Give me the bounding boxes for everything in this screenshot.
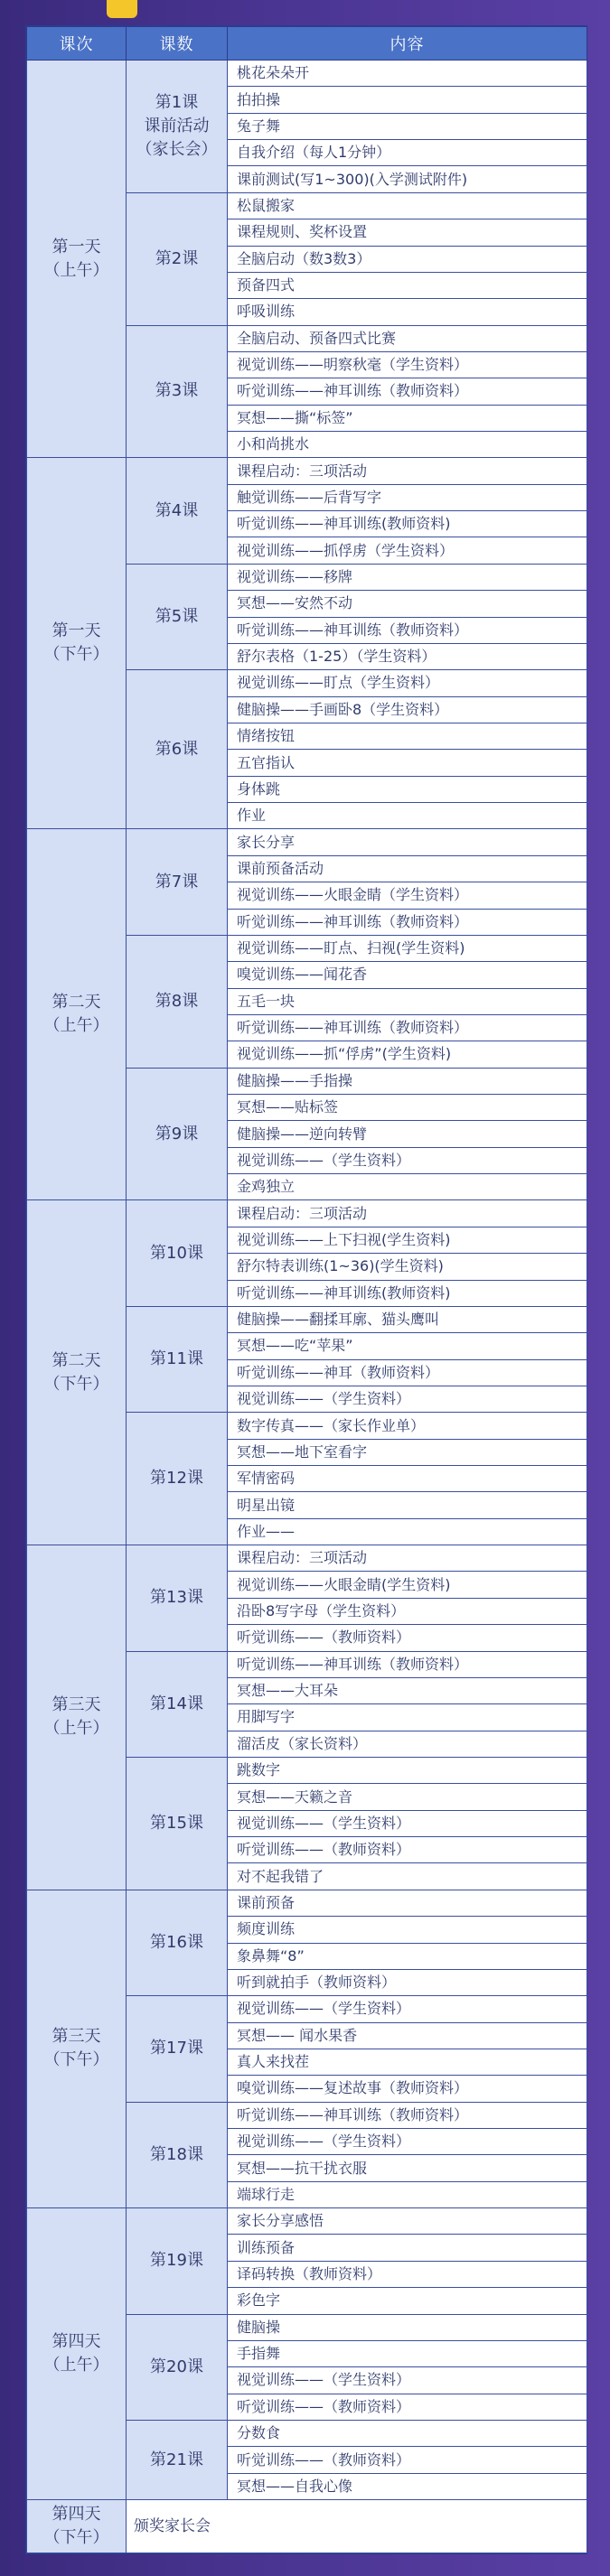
lesson-label: 第18课 <box>150 2144 203 2164</box>
lesson-cell <box>127 1758 228 1890</box>
content-item: 端球行走 <box>228 2181 587 2207</box>
day-cell <box>27 829 127 1200</box>
schedule-sheet <box>25 25 587 2554</box>
content-item: 听觉训练——（教师资料） <box>228 1625 587 1651</box>
lesson-cell <box>127 564 228 669</box>
content-item: 冥想——安然不动 <box>228 591 587 617</box>
lesson-label: 第1课 <box>155 92 199 112</box>
final-content-item: 家长会 <box>164 2517 211 2536</box>
content-item: 数字传真——（家长作业单） <box>228 1413 587 1439</box>
content-item: 听觉训练——神耳训练（教师资料） <box>228 1014 587 1041</box>
day-label: 第四天 <box>52 2505 101 2525</box>
content-item: 冥想——天籁之音 <box>228 1784 587 1810</box>
content-item: 听觉训练——神耳训练（教师资料） <box>228 1651 587 1677</box>
header-content: 内容 <box>228 27 587 61</box>
day-label: 第二天 <box>52 1350 101 1370</box>
lesson-label: 第11课 <box>150 1349 203 1369</box>
day-label: （下午） <box>43 1374 109 1394</box>
content-item: 明星出镜 <box>228 1492 587 1518</box>
content-item: 训练预备 <box>228 2235 587 2261</box>
content-item: 课程启动：三项活动 <box>228 1200 587 1227</box>
content-item: 情绪按钮 <box>228 723 587 749</box>
day-cell <box>27 2500 127 2553</box>
content-item: 用脚写字 <box>228 1704 587 1731</box>
lesson-label: 课前活动 <box>144 116 210 135</box>
content-item: 对不起我错了 <box>228 1863 587 1890</box>
content-item: 家长分享感悟 <box>228 2208 587 2235</box>
lesson-label: 第21课 <box>150 2450 203 2469</box>
content-item: 五毛一块 <box>228 988 587 1014</box>
lesson-cell <box>127 1200 228 1306</box>
content-item: 健脑操——手画卧8（学生资料） <box>228 696 587 723</box>
lesson-label: 第10课 <box>150 1243 203 1263</box>
lesson-cell <box>127 670 228 829</box>
table-row <box>27 1200 587 1227</box>
content-item: 听觉训练——神耳（教师资料） <box>228 1359 587 1386</box>
content-item: 视觉训练——（学生资料） <box>228 1147 587 1173</box>
lesson-cell <box>127 325 228 458</box>
lesson-label: 第5课 <box>155 607 199 627</box>
content-item: 嗅觉训练——复述故事（教师资料） <box>228 2076 587 2102</box>
lesson-label: 第19课 <box>150 2251 203 2271</box>
content-item: 课前测试(写1~300)(入学测试附件) <box>228 166 587 192</box>
content-item: 听觉训练——（教师资料） <box>228 1837 587 1863</box>
content-item: 金鸡独立 <box>228 1174 587 1200</box>
content-item: 手指舞 <box>228 2340 587 2366</box>
lesson-label: 第13课 <box>150 1588 203 1608</box>
content-item: 健脑操 <box>228 2314 587 2340</box>
content-item: 呼吸训练 <box>228 299 587 325</box>
content-item: 听到就拍手（教师资料） <box>228 1969 587 1995</box>
content-item: 课前预备活动 <box>228 855 587 882</box>
day-cell <box>27 61 127 458</box>
content-item: 跳数字 <box>228 1758 587 1784</box>
content-item: 视觉训练——（学生资料） <box>228 1996 587 2022</box>
content-item: 听觉训练——神耳训练（教师资料） <box>228 617 587 643</box>
header-day: 课次 <box>27 27 127 61</box>
lesson-cell <box>127 2102 228 2207</box>
lesson-label: 第4课 <box>155 500 199 520</box>
day-label: 第四天 <box>52 2332 101 2352</box>
content-item: 听觉训练——（教师资料） <box>228 2394 587 2420</box>
table-header-row <box>27 27 587 61</box>
content-item: 视觉训练——（学生资料） <box>228 2129 587 2155</box>
content-item: 译码转换（教师资料） <box>228 2261 587 2287</box>
content-item: 嗅觉训练——闻花香 <box>228 962 587 988</box>
decorative-tab <box>107 0 137 18</box>
content-item: 家长分享 <box>228 829 587 855</box>
table-row-final <box>27 2500 587 2553</box>
content-item: 全脑启动、预备四式比赛 <box>228 325 587 351</box>
table-row <box>27 2208 587 2235</box>
content-item: 视觉训练——火眼金睛(学生资料) <box>228 1572 587 1598</box>
content-item: 听觉训练——神耳训练(教师资料) <box>228 511 587 537</box>
lesson-cell <box>127 1413 228 1545</box>
content-item: 舒尔特表训练(1~36)(学生资料) <box>228 1254 587 1280</box>
course-schedule-table <box>26 26 587 2553</box>
day-cell <box>27 1890 127 2207</box>
content-item: 真人来找茬 <box>228 2049 587 2075</box>
day-label: 第一天 <box>52 237 101 257</box>
day-label: （下午） <box>43 645 109 665</box>
content-item: 沿卧8写字母（学生资料） <box>228 1598 587 1624</box>
lesson-cell <box>127 192 228 325</box>
content-item: 拍拍操 <box>228 87 587 113</box>
content-item: 全脑启动（数3数3） <box>228 246 587 272</box>
content-item: 听觉训练——神耳训练(教师资料) <box>228 1280 587 1306</box>
content-item: 听觉训练——神耳训练（教师资料） <box>228 909 587 935</box>
lesson-cell <box>127 2420 228 2499</box>
lesson-label: 第15课 <box>150 1813 203 1833</box>
content-item: 身体跳 <box>228 776 587 802</box>
content-item: 视觉训练——（学生资料） <box>228 2367 587 2394</box>
table-row <box>27 1545 587 1572</box>
content-item: 溜活皮（家长资料） <box>228 1731 587 1757</box>
content-item: 松鼠搬家 <box>228 192 587 219</box>
day-label: 第三天 <box>52 1695 101 1715</box>
content-item: 课程启动：三项活动 <box>228 458 587 484</box>
content-item: 自我介绍（每人1分钟） <box>228 140 587 166</box>
lesson-cell <box>127 829 228 935</box>
content-item: 冥想—— 闻水果香 <box>228 2022 587 2049</box>
content-item: 作业 <box>228 803 587 829</box>
content-item: 健脑操——逆向转臂 <box>228 1121 587 1147</box>
content-item: 视觉训练——抓“俘虏”(学生资料) <box>228 1041 587 1068</box>
lesson-cell <box>127 458 228 564</box>
lesson-label: 第3课 <box>155 381 199 401</box>
lesson-label: 第9课 <box>155 1124 199 1143</box>
lesson-cell <box>127 1306 228 1412</box>
content-item: 健脑操——翻揉耳廓、猫头鹰叫 <box>228 1306 587 1332</box>
content-item: 小和尚挑水 <box>228 432 587 458</box>
content-item: 舒尔表格（1-25）（学生资料） <box>228 643 587 669</box>
lesson-cell <box>127 1890 228 1995</box>
content-item: 分数食 <box>228 2420 587 2446</box>
lesson-label: 第14课 <box>150 1694 203 1713</box>
day-label: （下午） <box>43 2050 109 2070</box>
content-item: 冥想——自我心像 <box>228 2473 587 2499</box>
content-item: 课程规则、奖杯设置 <box>228 219 587 246</box>
content-item: 视觉训练——移牌 <box>228 564 587 590</box>
lesson-cell <box>127 61 228 193</box>
day-label: （上午） <box>43 1016 109 1036</box>
lesson-label: 第7课 <box>155 872 199 891</box>
day-cell <box>27 458 127 829</box>
lesson-cell <box>127 2208 228 2314</box>
content-item: 象鼻舞“8” <box>228 1943 587 1969</box>
content-item: 冥想——撕“标签” <box>228 405 587 431</box>
lesson-label: 第8课 <box>155 991 199 1011</box>
day-label: （下午） <box>43 2528 109 2548</box>
lesson-cell <box>127 2314 228 2420</box>
content-item: 预备四式 <box>228 272 587 298</box>
content-item: 触觉训练——后背写字 <box>228 484 587 510</box>
content-item: 冥想——贴标签 <box>228 1095 587 1121</box>
content-item: 冥想——大耳朵 <box>228 1677 587 1703</box>
lesson-label: （家长会） <box>136 139 218 159</box>
content-item: 冥想——吃“苹果” <box>228 1333 587 1359</box>
lesson-label: 第12课 <box>150 1469 203 1489</box>
content-item: 听觉训练——（教师资料） <box>228 2447 587 2473</box>
header-lesson: 课数 <box>127 27 228 61</box>
final-content-item: 颁奖 <box>134 2517 164 2536</box>
content-item: 五官指认 <box>228 750 587 776</box>
content-item: 兔子舞 <box>228 113 587 139</box>
day-label: （上午） <box>43 260 109 280</box>
day-label: 第一天 <box>52 621 101 641</box>
content-item: 课前预备 <box>228 1890 587 1916</box>
content-item: 视觉训练——火眼金睛（学生资料） <box>228 882 587 909</box>
content-item: 健脑操——手指操 <box>228 1068 587 1094</box>
day-cell <box>27 2208 127 2500</box>
content-item: 军情密码 <box>228 1466 587 1492</box>
content-item: 视觉训练——（学生资料） <box>228 1386 587 1412</box>
content-item: 作业—— <box>228 1518 587 1545</box>
lesson-cell <box>127 935 228 1068</box>
content-item: 视觉训练——（学生资料） <box>228 1810 587 1836</box>
table-row <box>27 1890 587 1916</box>
day-cell <box>27 1200 127 1545</box>
lesson-label: 第2课 <box>155 248 199 268</box>
content-item: 视觉训练——盯点（学生资料） <box>228 670 587 696</box>
table-row <box>27 829 587 855</box>
lesson-cell <box>127 1545 228 1651</box>
day-label: 第二天 <box>52 993 101 1013</box>
content-item: 视觉训练——明察秋毫（学生资料） <box>228 351 587 378</box>
lesson-label: 第20课 <box>150 2357 203 2376</box>
content-item: 彩色字 <box>228 2288 587 2314</box>
day-label: 第三天 <box>52 2027 101 2047</box>
day-cell <box>27 1545 127 1890</box>
day-label: （上午） <box>43 2356 109 2375</box>
lesson-label: 第17课 <box>150 2039 203 2058</box>
final-content-cell <box>127 2500 587 2553</box>
lesson-label: 第16课 <box>150 1933 203 1953</box>
content-item: 听觉训练——神耳训练（教师资料） <box>228 2102 587 2128</box>
table-body <box>27 61 587 2553</box>
table-row <box>27 458 587 484</box>
lesson-label: 第6课 <box>155 739 199 759</box>
content-item: 视觉训练——上下扫视(学生资料) <box>228 1227 587 1253</box>
content-item: 视觉训练——盯点、扫视(学生资料) <box>228 935 587 961</box>
table-row <box>27 61 587 87</box>
lesson-cell <box>127 1068 228 1200</box>
content-item: 冥想——地下室看字 <box>228 1439 587 1465</box>
content-item: 冥想——抗干扰衣服 <box>228 2155 587 2181</box>
content-item: 听觉训练——神耳训练（教师资料） <box>228 378 587 405</box>
content-item: 频度训练 <box>228 1917 587 1943</box>
lesson-cell <box>127 1651 228 1757</box>
content-item: 课程启动：三项活动 <box>228 1545 587 1572</box>
content-item: 桃花朵朵开 <box>228 61 587 87</box>
content-item: 视觉训练——抓俘虏（学生资料） <box>228 537 587 564</box>
day-label: （上午） <box>43 1719 109 1739</box>
lesson-cell <box>127 1996 228 2102</box>
